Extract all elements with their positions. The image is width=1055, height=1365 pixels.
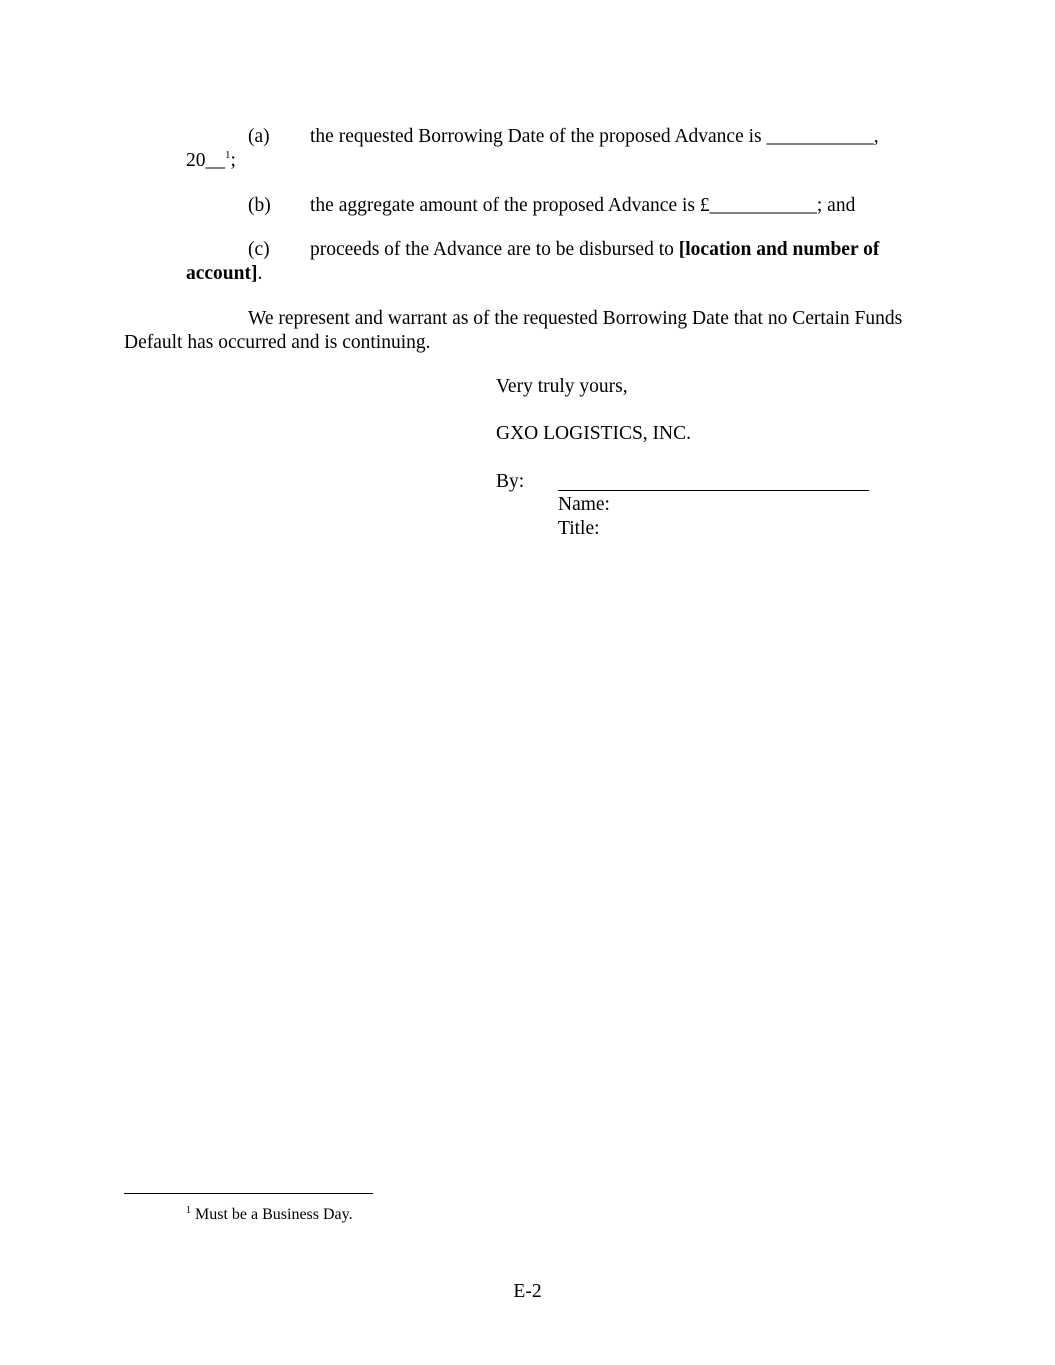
item-a-continuation — [186, 149, 236, 175]
item-c-marker: (c) — [248, 239, 270, 260]
item-a-continuation-end: ; — [230, 150, 236, 171]
by-label: By: — [496, 471, 525, 492]
footnote-reference[interactable]: 1 — [225, 149, 231, 161]
page-number: E-2 — [513, 1281, 542, 1302]
item-a-marker: (a) — [248, 126, 270, 147]
item-b-text: the aggregate amount of the proposed Advance is £___________; and — [310, 195, 856, 216]
item-c-bold-line1: [location and number of — [678, 239, 880, 260]
item-c-line2 — [186, 262, 262, 286]
item-c-text-before: proceeds of the Advance are to be disbursed to — [310, 239, 679, 260]
item-b-marker: (b) — [248, 195, 271, 216]
item-c-text-after: . — [257, 263, 263, 284]
item-a-continuation-text: 20__ — [186, 150, 225, 171]
representation-line1: We represent and warrant as of the requested Borrowing Date that no Certain Funds — [248, 308, 903, 329]
title-label: Title: — [558, 518, 600, 539]
footnote-text: Must be a Business Day. — [195, 1206, 353, 1223]
signature-line[interactable] — [558, 490, 869, 491]
closing: Very truly yours, — [496, 376, 628, 397]
name-label: Name: — [558, 494, 610, 515]
item-a-text: the requested Borrowing Date of the proposed Advance is ___________, — [310, 126, 879, 147]
company-name: GXO LOGISTICS, INC. — [496, 423, 691, 444]
item-c-line1 — [310, 238, 879, 262]
footnote-number: 1 — [186, 1205, 191, 1216]
representation-line2: Default has occurred and is continuing. — [124, 332, 431, 353]
footnote — [186, 1205, 353, 1227]
item-c-bold-line2: account] — [186, 263, 258, 284]
footnote-separator — [124, 1193, 373, 1194]
